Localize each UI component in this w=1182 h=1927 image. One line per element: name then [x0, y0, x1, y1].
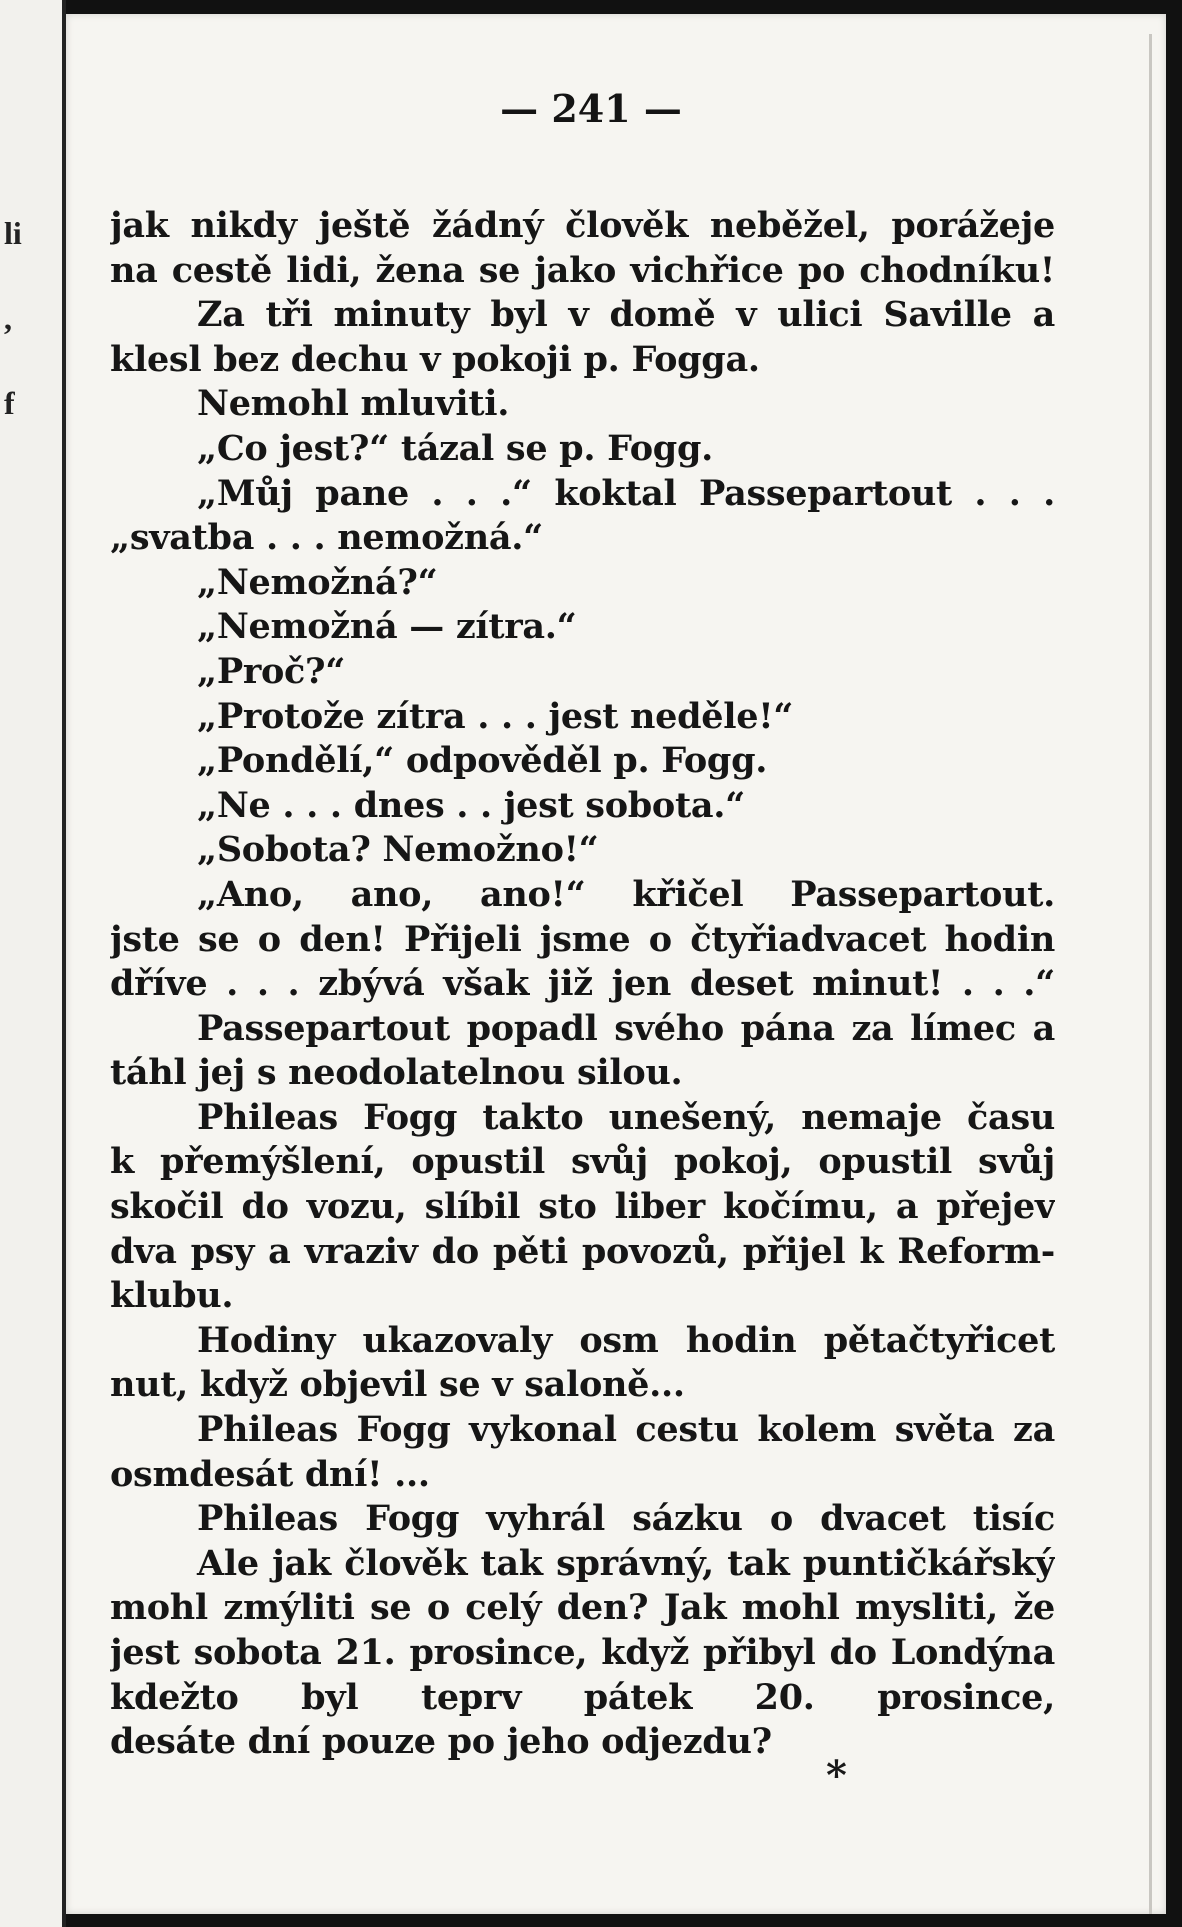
- text-line: táhl jej s neodolatelnou silou.: [110, 1052, 683, 1094]
- text-line: „Pondělí,“ odpověděl p. Fogg.: [197, 740, 768, 782]
- text-line: „Ano, ano, ano!“ křičel Passepartout.: [197, 873, 1055, 915]
- text-line: „Můj pane . . .“ koktal Passepartout . . .: [197, 472, 1055, 514]
- text-line: „Sobota? Nemožno!“: [197, 829, 599, 871]
- edge-fragment: li: [4, 215, 22, 251]
- text-line: mohl zmýliti se o celý den? Jak mohl mysliti, že: [110, 1587, 1055, 1629]
- text-line: „Ne . . . dnes . . jest sobota.“: [197, 784, 745, 826]
- text-line: klesl bez dechu v pokoji p. Fogga.: [110, 338, 760, 380]
- text-line: Za tři minuty byl v domě v ulici Saville a: [197, 294, 1055, 336]
- previous-page-edge: [0, 0, 66, 1927]
- text-line: skočil do vozu, slíbil sto liber kočímu, a přejev: [110, 1186, 1055, 1228]
- edge-fragment: ,: [4, 300, 12, 336]
- text-line: Hodiny ukazovaly osm hodin pětačtyřicet: [197, 1319, 1055, 1361]
- text-line: Phileas Fogg takto unešený, nemaje času: [197, 1096, 1055, 1138]
- text-line: k přemýšlení, opustil svůj pokoj, opustil svůj: [110, 1141, 1055, 1183]
- text-line: nut, když objevil se v saloně...: [110, 1364, 685, 1406]
- text-line: klubu.: [110, 1275, 234, 1317]
- text-line: dříve . . . zbývá však již jen deset minut! . . .“: [110, 963, 1055, 1005]
- text-line: kdežto byl teprv pátek 20. prosince,: [110, 1676, 1055, 1718]
- text-line: Nemohl mluviti.: [197, 383, 510, 425]
- text-line: „Nemožná — zítra.“: [197, 606, 577, 648]
- text-line: jest sobota 21. prosince, když přibyl do Londýna: [110, 1632, 1055, 1673]
- text-line: jak nikdy ještě žádný člověk neběžel, porážeje: [110, 205, 1055, 246]
- edge-fragment: f: [4, 385, 15, 421]
- body-text: [110, 204, 1055, 1765]
- page-number: — 241 —: [500, 86, 682, 131]
- text-line: Phileas Fogg vykonal cestu kolem světa za: [197, 1409, 1055, 1451]
- text-line: na cestě lidi, žena se jako vichřice po chodníku!: [110, 249, 1055, 291]
- text-line: osmdesát dní! ...: [110, 1453, 430, 1495]
- text-line: „Nemožná?“: [197, 561, 438, 603]
- text-line: jste se o den! Přijeli jsme o čtyřiadvacet hodin: [110, 918, 1055, 960]
- text-line: Passepartout popadl svého pána za límec a: [197, 1007, 1055, 1049]
- text-line: Phileas Fogg vyhrál sázku o dvacet tisíc: [197, 1498, 1055, 1540]
- text-line: „Co jest?“ tázal se p. Fogg.: [197, 427, 714, 469]
- text-line: desáte dní pouze po jeho odjezdu?: [110, 1721, 772, 1763]
- page-edge: [1149, 34, 1152, 1914]
- text-line: dva psy a vraziv do pěti povozů, přijel k Reform-: [110, 1230, 1055, 1272]
- text-line: Ale jak člověk tak správný, tak puntičkářský: [197, 1542, 1055, 1584]
- text-line: „Protože zítra . . . jest neděle!“: [197, 695, 794, 737]
- text-line: „Proč?“: [197, 650, 346, 692]
- text-line: „svatba . . . nemožná.“: [110, 517, 543, 559]
- end-ornament: *: [826, 1752, 847, 1799]
